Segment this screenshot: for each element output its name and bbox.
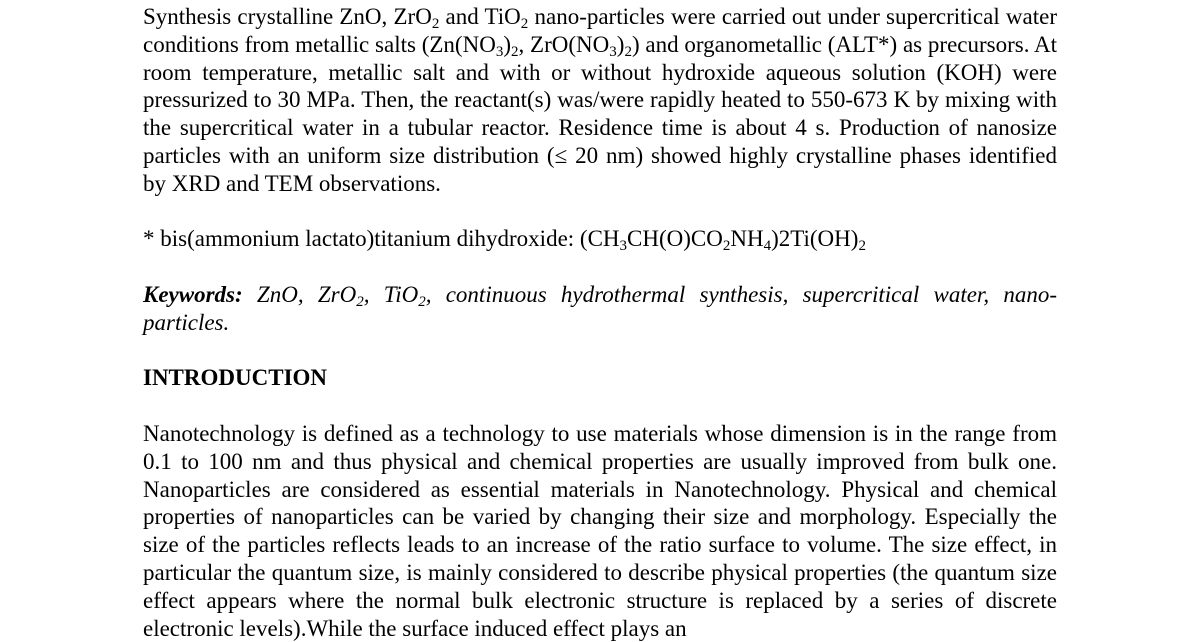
keywords-list: ZnO, ZrO$_2$, TiO$_2$, continuous hydrothermal synthesis, supercritical water, nano-particles.	[143, 281, 1057, 335]
spacer	[143, 392, 1057, 420]
keywords-paragraph	[143, 281, 1057, 337]
keywords-label: Keywords:	[143, 281, 243, 307]
spacer	[143, 198, 1057, 226]
abstract-paragraph: Synthesis crystalline ZnO, ZrO$_2$ and TiO$_2$ nano-particles were carried out under supercritical water conditions from metallic salts ($Zn(NO_3)_2$, $ZrO(NO_3)_2$) and organometallic (ALT*) as precursors. At room temperature, metallic salt and with or without hydroxide aqueous solution (KOH) were pressurized to 30 MPa. Then, the reactant(s) was/were rapidly heated to 550-673 K by mixing with the supercritical water in a tubular reactor. Residence time is about 4 s. Production of nanosize particles with an uniform size distribution (≤ 20 nm) showed highly crystalline phases identified by XRD and TEM observations.	[143, 4, 1058, 196]
paper-body	[143, 3, 1057, 642]
section-heading-introduction: INTRODUCTION	[143, 365, 328, 391]
spacer	[143, 253, 1057, 281]
footnote-ALT: * bis(ammonium lactato)titanium dihydroxide: $(CH_3CH(O)CO_2NH_4)2Ti(OH)_2$	[143, 226, 866, 255]
introduction-paragraph: Nanotechnology is defined as a technology to use materials whose dimension is in the range from 0.1 to 100 nm and thus physical and chemical properties are usually improved from bulk one. Nanoparticles are considered as essential materials in Nanotechnology. Physical and chemical properties of nanoparticles can be varied by changing their size and morphology. Especially the size of the particles reflects leads to an increase of the ratio surface to volume. The size effect, in particular the quantum size, is mainly considered to describe physical properties (the quantum size effect appears where the normal bulk electronic structure is replaced by a series of discrete electronic levels).While the surface induced effect plays an	[143, 420, 1057, 641]
spacer	[143, 337, 1057, 365]
